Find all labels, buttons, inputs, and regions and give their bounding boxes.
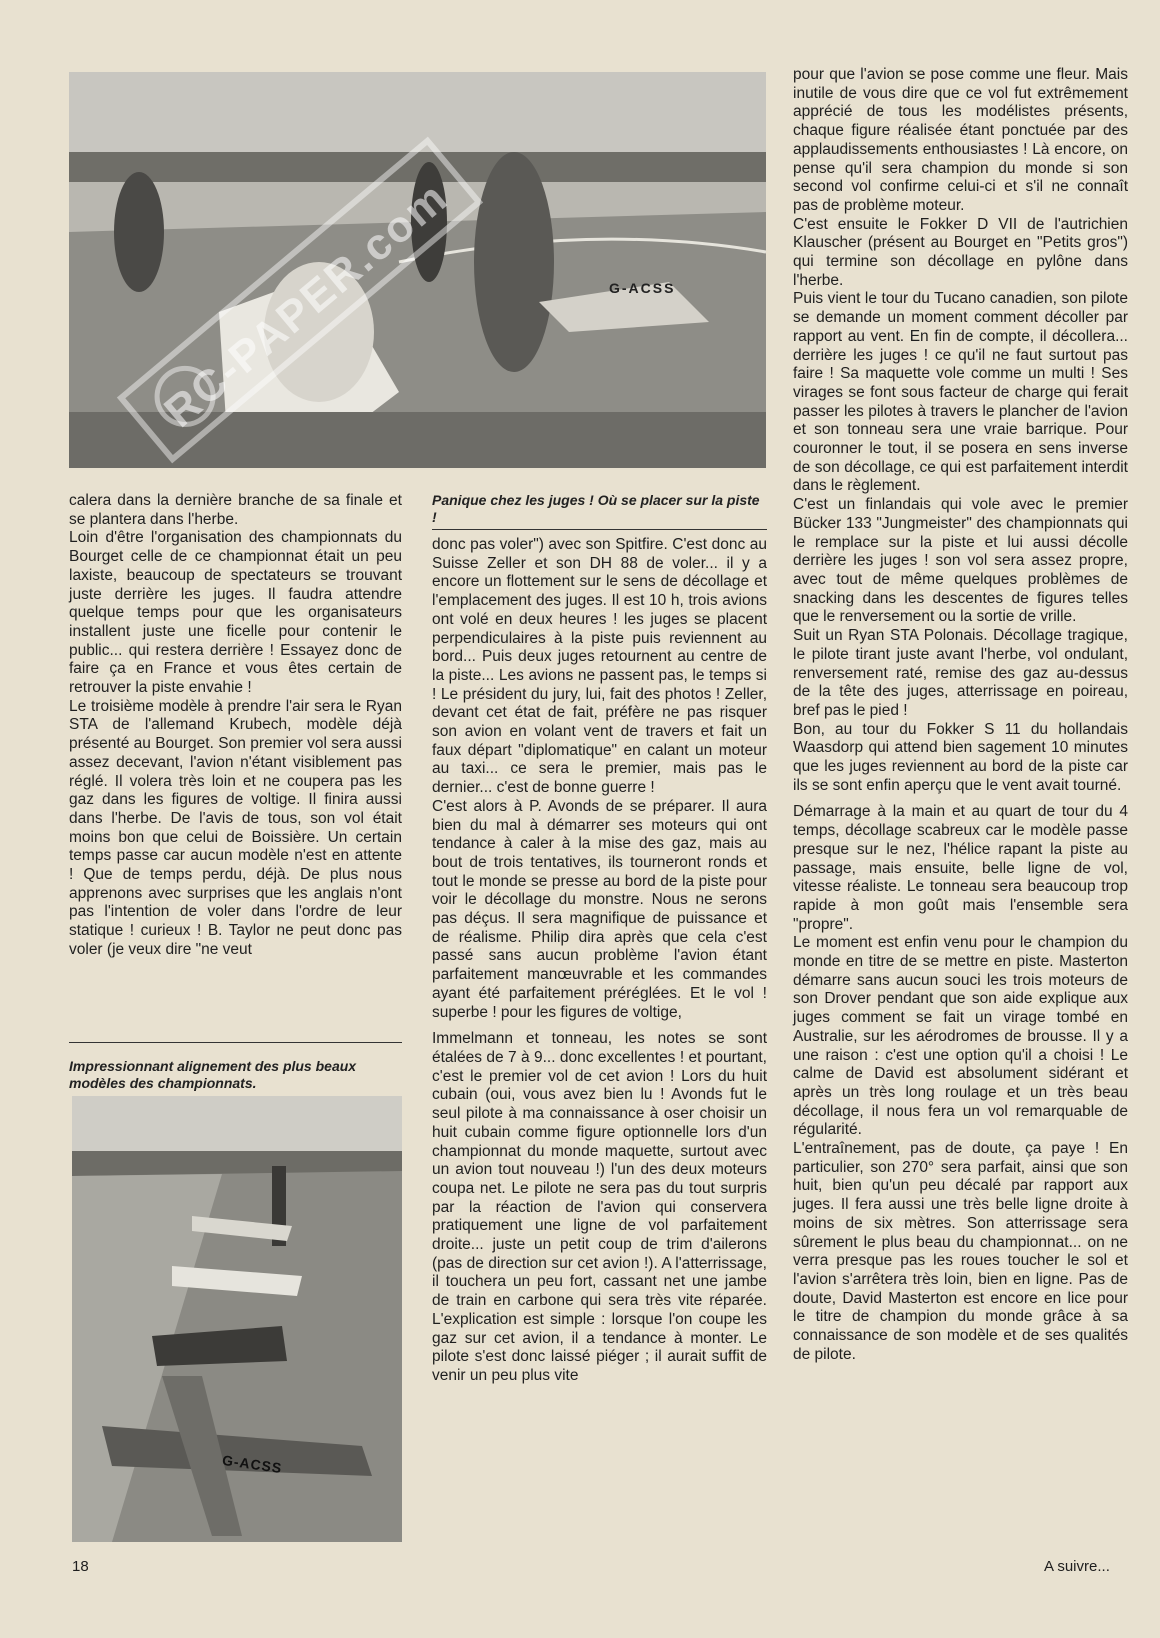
plane-registration-label-bottom: G-ACSS [221,1451,284,1477]
article-column-1 [69,492,402,960]
paragraph: Suit un Ryan STA Polonais. Décollage tragique, le pilote tirant juste avant l'herbe, vol ondulant, renversement raté, remise des gaz au-dessus de la tête des juges, atterrissage en poireau, bref pas le pied ! [793,627,1128,719]
caption-rule-bottom [69,1042,402,1043]
watermark-text: RC-PAPER.com [155,172,458,437]
continued-label: A suivre... [1044,1558,1110,1575]
paragraph: pour que l'avion se pose comme une fleur. Mais inutile de vous dire que ce vol fut extrêmement apprécié de tous les modélistes présents, chaque figure réalisée étant ponctuée par des applaudissements enthousiastes ! Là encore, on pense qu'il sera champion du monde si son second vol confirme celui-ci et s'il ne connaît pas de problème moteur. [793,66,1128,214]
top-photo-caption: Panique chez les juges ! Où se placer sur la piste ! [432,492,760,525]
paragraph: calera dans la dernière branche de sa finale et se plantera dans l'herbe. [69,492,402,528]
plane-registration-label: G-ACSS [609,280,676,296]
paragraph: C'est ensuite le Fokker D VII de l'autrichien Klauscher (présent au Bourget en "Petits gros") qui termine son décollage en pylône dans l'herbe. [793,215,1128,289]
bottom-photo [72,1096,402,1542]
paragraph: Démarrage à la main et au quart de tour du 4 temps, décollage scabreux car le modèle passe presque sur le nez, l'hélice rapant la piste au passage, mais ensuite, belle ligne de vol, vitesse réaliste. Le tonneau sera beaucoup trop rapide à mon goût mais l'ensemble sera "propre". [793,803,1128,933]
paragraph: Bon, au tour du Fokker S 11 du hollandais Waasdorp qui attend bien sagement 10 minutes que les juges reviennent au bord de la piste car ils se sont enfin aperçu que le vent avait tourné. [793,720,1128,794]
paragraph: C'est alors à P. Avonds de se préparer. Il aura bien du mal à démarrer ses moteurs qui ont tendance à caler à la mise des gaz, mais au bout de trois tentatives, ils tourneront ronds et tout le monde se presse au bord de la piste pour voir le décollage du monstre. Nous ne serons pas déçus. Il sera magnifique de puissance et de réalisme. Philip dira après que cela c'est passé sans aucun problème l'avion étant parfaitement manœuvrable et les commandes ayant été parfaitement préréglées. Et le vol ! superbe ! pour les figures de voltige, [432,797,767,1021]
bottom-photo-caption: Impressionnant alignement des plus beaux modèles des championnats. [69,1058,357,1091]
paragraph: L'entraînement, pas de doute, ça paye ! En particulier, son 270° sera parfait, ainsi que son huit, bien qu'un peu décalé par rapport aux juges. Il fera aussi une très belle ligne droite à moins de six mètres. Son atterrissage sera sûrement le plus beau du championnat... on ne verra presque pas les roues toucher le sol et l'avion s'arrêtera très loin, bien en ligne. Pas de doute, David Masterton est encore en lice pour le titre de champion du monde grâce à sa connaissance de son modèle et de ses qualités de pilote. [793,1140,1128,1363]
paragraph: Le troisième modèle à prendre l'air sera le Ryan STA de l'allemand Krubech, modèle déjà présenté au Bourget. Son premier vol sera aussi assez decevant, l'avion n'étant visiblement pas réglé. Il volera très loin et ne coupera pas les gaz dans les figures de voltige. Il finira aussi dans l'herbe. De l'avis de tous, son vol était moins bon que celui de Boissière. Un certain temps passe car aucun modèle n'est en attente ! Que de temps perdu, déjà. De plus nous apprenons avec surprises que les anglais n'ont pas l'intention de voler dans l'ordre de leur statique ! curieux ! B. Taylor ne peut donc pas voler (je veux dire "ne veut [69,697,402,958]
watermark [90,110,510,490]
paragraph: donc pas voler") avec son Spitfire. C'est donc au Suisse Zeller et son DH 88 de voler... il y a encore un flottement sur le sens de décollage et l'emplacement des juges. Il est 10 h, trois avions ont volé en deux heures ! les juges se placent perpendiculaires à la piste puis reviennent au bord... Puis deux juges retournent au centre de la piste... Les avions ne passent pas, le temps si ! Le président du jury, lui, fait des photos ! Zeller, devant cet état de fait, préfère ne pas risquer son avion en volant vent de travers et fait un faux départ "diplomatique" en calant un moteur au taxi... ce sera le premier, mais pas le dernier... c'est de bonne guerre ! [432,536,767,797]
paragraph: Loin d'être l'organisation des championnats du Bourget celle de ce championnat était un peu laxiste, beaucoup de spectateurs se trouvant juste derrière les juges. Il faudra attendre quelque temps pour que les organisateurs installent juste une ficelle pour contenir le public... qui restera derrière ! Essayez donc de faire ça en France et vous êtes certain de retrouver la piste envahie ! [69,529,402,697]
article-column-3 [793,66,1128,1365]
article-column-2 [432,536,767,1386]
paragraph: Puis vient le tour du Tucano canadien, son pilote se demande un moment comment décoller par rapport au vent. En fin de compte, il décollera... derrière les juges ! ce qu'il ne faut surtout pas faire ! Sa maquette vole comme un multi ! Ses virages se font sous facteur de charge qui ferait passer les pilotes à travers le plancher de l'avion et son tonneau sera une vraie barrique. Pour couronner le tout, il se posera en sens inverse de son décollage, ce qui est parfaitement interdit dans le règlement. [793,290,1128,495]
page-number: 18 [72,1558,89,1575]
caption-rule-top [432,529,767,530]
paragraph: Immelmann et tonneau, les notes se sont étalées de 7 à 9... donc excellentes ! et pourtant, c'est le premier vol de cet avion ! Lors du huit cubain (oui, vous avez bien lu ! Avonds fut le seul pilote à ma connaissance à oser choisir un huit cubain comme figure optionnelle lors d'un championnat du monde maquette, surtout avec un avion tout nouveau !) l'un des deux moteurs coupa net. Le pilote ne sera pas du tout surpris par la réaction de l'avion qui conservera pratiquement une ligne de vol parfaitement droite... juste un petit coup de trim d'ailerons (pas de direction sur cet avion !). A l'atterrissage, il touchera un peu fort, cassant net une jambe de train en carbone qui sera très vite réparée. L'explication est simple : lorsque l'on coupe les gaz sur cet avion, il a tendance à monter. Le pilote s'est donc laissé piéger ; il aurait suffit de venir un peu plus vite [432,1030,767,1384]
paragraph: Le moment est enfin venu pour le champion du monde en titre de se mettre en piste. Masterton démarre sans aucun souci les trois moteurs de son Drover pendant que son aide explique aux juges comment se fait un virage tombé en Australie, sur les aérodromes de brousse. Il y a une raison : c'est une option qu'il a choisi ! Le calme de David est absolument sidérant et après un très long roulage et un très beau décollage, il nous fera un vol remarquable de régularité. [793,934,1128,1139]
paragraph: C'est un finlandais qui vole avec le premier Bücker 133 "Jungmeister" des championnats qui le remplace sur la piste et lui aussi décolle derrière les juges ! son vol sera assez propre, avec tout de même quelques problèmes de snacking dans les descentes de figures telles que le renversement ou la sortie de vrille. [793,496,1128,626]
